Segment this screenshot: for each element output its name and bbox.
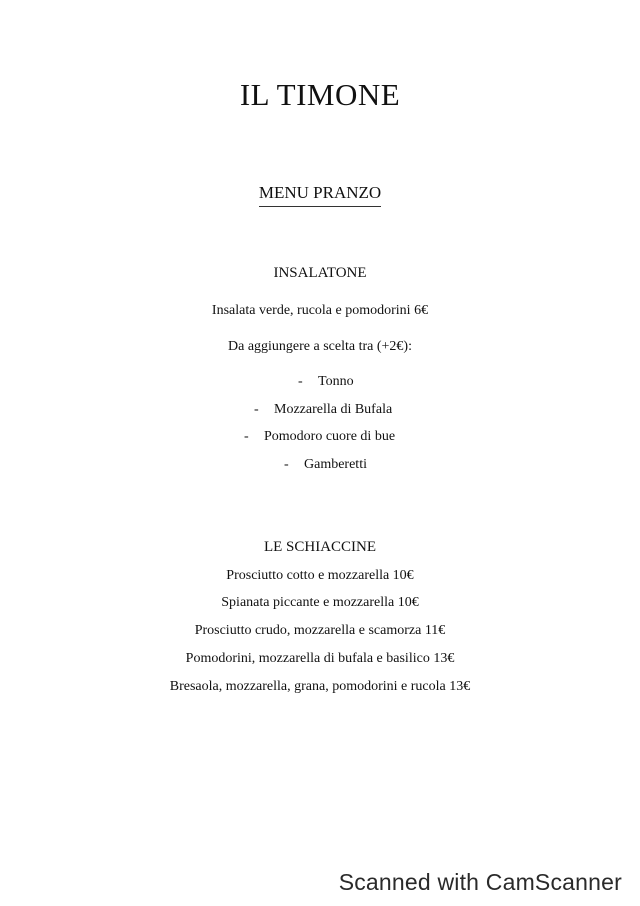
camscanner-watermark: Scanned with CamScanner [338,869,622,895]
schiaccina-item: Spianata piccante e mozzarella 10€ [221,595,419,610]
insalata-base-item: Insalata verde, rucola e pomodorini 6€ [211,303,429,318]
restaurant-title: IL TIMONE [239,77,401,112]
addon-item [298,372,354,392]
schiaccina-item: Bresaola, mozzarella, grana, pomodorini e rucola 13€ [169,679,471,694]
addon-label: Mozzarella di Bufala [274,402,393,417]
schiaccina-item: Pomodorini, mozzarella di bufala e basilico 13€ [185,651,455,666]
addon-dash: - [284,457,289,472]
addons-intro: Da aggiungere a scelta tra (+2€): [228,339,412,354]
addon-dash: - [298,374,303,389]
addon-dash: - [244,429,249,444]
schiaccina-item: Prosciutto cotto e mozzarella 10€ [226,568,414,583]
addon-label: Pomodoro cuore di bue [264,429,396,444]
menu-subtitle-wrap [0,182,640,207]
section-heading-insalatone: INSALATONE [273,265,367,281]
schiaccina-item: Prosciutto crudo, mozzarella e scamorza 11€ [194,623,446,638]
addon-label: Gamberetti [304,457,367,472]
section-heading-schiaccine: LE SCHIACCINE [263,539,377,555]
addon-label: Tonno [318,374,354,389]
addon-dash: - [254,402,259,417]
menu-subtitle: MENU PRANZO [259,182,381,207]
addon-item [284,455,367,475]
addon-item [244,427,395,447]
addon-item [254,400,392,420]
